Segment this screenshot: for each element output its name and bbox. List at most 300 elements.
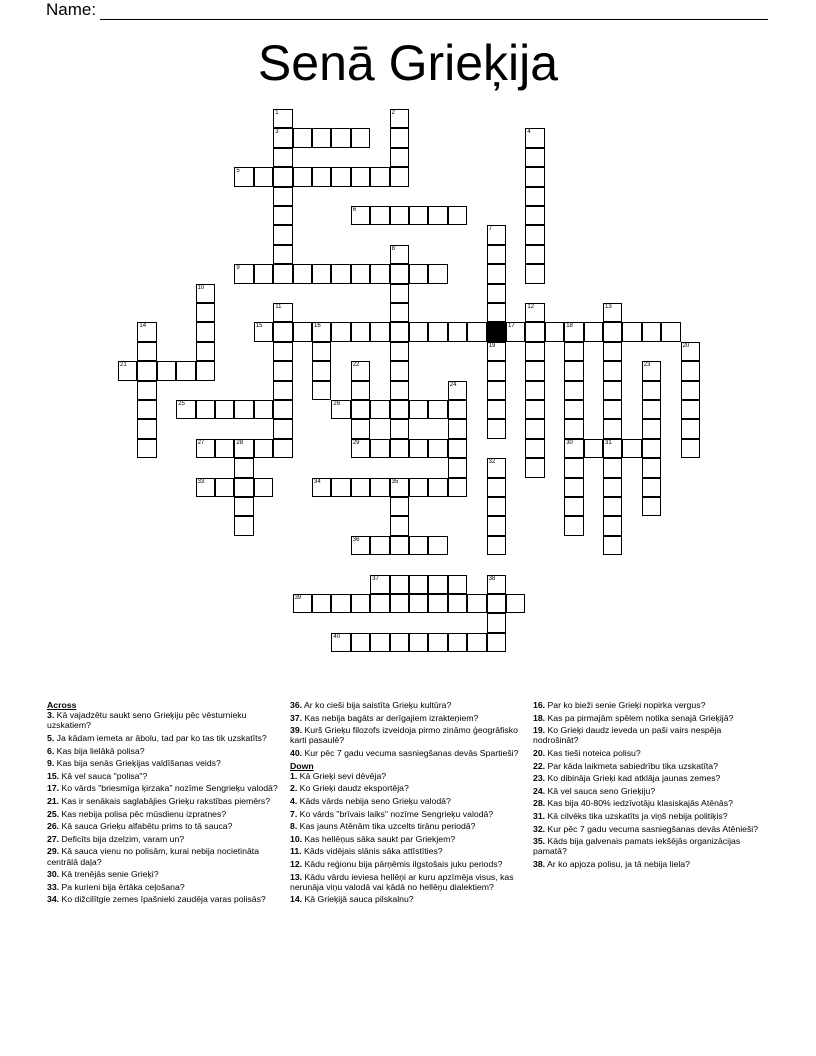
grid-cell[interactable] bbox=[390, 361, 409, 380]
clue-number: 39 bbox=[294, 595, 302, 601]
clue-item-number: 28. bbox=[533, 798, 546, 809]
grid-cell[interactable] bbox=[312, 128, 331, 147]
grid-cell[interactable] bbox=[390, 497, 409, 516]
clue-item-text: Kurš Grieķu filozofs izveidoja pirmo zināmo ģeogrāfisko karti pasaulē? bbox=[290, 725, 518, 746]
grid-cell[interactable] bbox=[331, 322, 350, 341]
clue-item-text: Kāds bija galvenais pamats iekšējās organizācijas pamatā? bbox=[533, 836, 741, 857]
grid-cell[interactable] bbox=[370, 264, 389, 283]
grid-cell[interactable] bbox=[564, 478, 583, 497]
grid-cell[interactable] bbox=[409, 264, 428, 283]
grid-cell[interactable] bbox=[390, 439, 409, 458]
grid-cell[interactable] bbox=[390, 264, 409, 283]
grid-cell[interactable] bbox=[525, 303, 544, 322]
grid-cell[interactable] bbox=[351, 419, 370, 438]
grid-cell[interactable] bbox=[564, 419, 583, 438]
grid-cell[interactable] bbox=[564, 361, 583, 380]
grid-cell[interactable] bbox=[351, 633, 370, 652]
grid-cell[interactable] bbox=[390, 167, 409, 186]
grid-cell[interactable] bbox=[273, 109, 292, 128]
grid-cell[interactable] bbox=[448, 478, 467, 497]
grid-cell[interactable] bbox=[681, 381, 700, 400]
grid-cell[interactable] bbox=[254, 478, 273, 497]
grid-cell[interactable] bbox=[487, 264, 506, 283]
clue-number: 31 bbox=[605, 439, 612, 446]
grid-cell[interactable] bbox=[215, 439, 234, 458]
clue-item-text: Deficīts bija dzelzim, varam un? bbox=[61, 833, 185, 844]
grid-cell[interactable] bbox=[137, 342, 156, 361]
grid-cell[interactable] bbox=[234, 478, 253, 497]
grid-cell[interactable] bbox=[312, 322, 331, 341]
grid-cell[interactable] bbox=[409, 400, 428, 419]
grid-cell[interactable] bbox=[661, 322, 680, 341]
clue-item-number: 25. bbox=[47, 808, 60, 819]
grid-cell[interactable] bbox=[428, 536, 447, 555]
grid-cell[interactable] bbox=[370, 400, 389, 419]
grid-cell[interactable] bbox=[176, 400, 195, 419]
grid-cell[interactable] bbox=[525, 381, 544, 400]
clue-number: 33 bbox=[197, 478, 205, 485]
grid-cell[interactable] bbox=[273, 225, 292, 244]
grid-cell[interactable] bbox=[273, 187, 292, 206]
grid-cell[interactable] bbox=[681, 361, 700, 380]
grid-cell[interactable] bbox=[176, 361, 195, 380]
grid-cell[interactable] bbox=[390, 400, 409, 419]
clue-item bbox=[47, 869, 282, 879]
grid-cell[interactable] bbox=[564, 342, 583, 361]
clue-item-number: 17. bbox=[47, 783, 60, 794]
grid-cell[interactable] bbox=[642, 497, 661, 516]
clue-number: 22 bbox=[352, 362, 360, 369]
grid-cell[interactable] bbox=[390, 478, 409, 497]
grid-cell[interactable] bbox=[603, 322, 622, 341]
grid-cell[interactable] bbox=[273, 264, 292, 283]
clue-item-number: 19. bbox=[533, 725, 546, 736]
clues-column-1 bbox=[47, 700, 282, 907]
grid-cell[interactable] bbox=[196, 322, 215, 341]
clue-item bbox=[47, 710, 282, 730]
grid-cell[interactable] bbox=[215, 400, 234, 419]
grid-cell[interactable] bbox=[312, 478, 331, 497]
grid-cell[interactable] bbox=[428, 594, 447, 613]
grid-cell[interactable] bbox=[157, 361, 176, 380]
grid-cell[interactable] bbox=[487, 613, 506, 632]
grid-cell[interactable] bbox=[293, 322, 312, 341]
grid-cell[interactable] bbox=[681, 439, 700, 458]
grid-cell[interactable] bbox=[603, 458, 622, 477]
clue-item bbox=[533, 798, 768, 808]
grid-cell[interactable] bbox=[487, 342, 506, 361]
clue-number: 18 bbox=[566, 323, 573, 330]
grid-cell[interactable] bbox=[428, 264, 447, 283]
clue-item bbox=[47, 894, 282, 904]
grid-cell[interactable] bbox=[642, 381, 661, 400]
clue-item-text: Kas jauns Atēnām tika uzcelts tirānu periodā? bbox=[299, 821, 476, 832]
grid-cell[interactable] bbox=[254, 439, 273, 458]
grid-cell[interactable] bbox=[351, 361, 370, 380]
grid-cell[interactable] bbox=[273, 381, 292, 400]
grid-cell[interactable] bbox=[428, 633, 447, 652]
grid-cell[interactable] bbox=[603, 303, 622, 322]
grid-cell[interactable] bbox=[293, 128, 312, 147]
grid-cell[interactable] bbox=[487, 361, 506, 380]
grid-cell[interactable] bbox=[312, 594, 331, 613]
grid-cell[interactable] bbox=[273, 128, 292, 147]
grid-cell[interactable] bbox=[390, 109, 409, 128]
grid-cell[interactable] bbox=[351, 439, 370, 458]
grid-cell[interactable] bbox=[409, 594, 428, 613]
grid-cell[interactable] bbox=[525, 439, 544, 458]
clue-item-text: Kas bija senās Grieķijas valdīšanas veids? bbox=[56, 758, 221, 769]
grid-cell[interactable] bbox=[525, 400, 544, 419]
grid-cell[interactable] bbox=[525, 167, 544, 186]
grid-cell[interactable] bbox=[351, 264, 370, 283]
grid-cell[interactable] bbox=[370, 575, 389, 594]
grid-cell[interactable] bbox=[196, 361, 215, 380]
grid-cell[interactable] bbox=[370, 167, 389, 186]
grid-cell[interactable] bbox=[467, 594, 486, 613]
grid-cell[interactable] bbox=[234, 458, 253, 477]
grid-cell[interactable] bbox=[196, 439, 215, 458]
grid-cell[interactable] bbox=[351, 381, 370, 400]
name-label: Name: bbox=[46, 0, 97, 19]
grid-cell[interactable] bbox=[622, 439, 641, 458]
grid-cell[interactable] bbox=[428, 478, 447, 497]
clue-item bbox=[290, 748, 525, 758]
grid-cell[interactable] bbox=[351, 536, 370, 555]
grid-cell[interactable] bbox=[525, 245, 544, 264]
grid-cell[interactable] bbox=[312, 381, 331, 400]
grid-cell[interactable] bbox=[525, 322, 544, 341]
grid-cell[interactable] bbox=[390, 128, 409, 147]
grid-cell[interactable] bbox=[351, 206, 370, 225]
grid-cell[interactable] bbox=[603, 536, 622, 555]
grid-cell[interactable] bbox=[331, 264, 350, 283]
grid-cell[interactable] bbox=[312, 167, 331, 186]
grid-cell[interactable] bbox=[428, 400, 447, 419]
grid-cell[interactable] bbox=[390, 322, 409, 341]
grid-cell[interactable] bbox=[448, 322, 467, 341]
grid-cell[interactable] bbox=[487, 575, 506, 594]
grid-cell[interactable] bbox=[409, 536, 428, 555]
grid-cell[interactable] bbox=[409, 439, 428, 458]
grid-cell[interactable] bbox=[351, 167, 370, 186]
grid-cell[interactable] bbox=[273, 342, 292, 361]
grid-cell[interactable] bbox=[487, 458, 506, 477]
clue-item-number: 29. bbox=[47, 846, 60, 857]
grid-cell[interactable] bbox=[448, 575, 467, 594]
grid-cell[interactable] bbox=[351, 594, 370, 613]
grid-cell[interactable] bbox=[215, 478, 234, 497]
grid-cell[interactable] bbox=[293, 264, 312, 283]
grid-cell[interactable] bbox=[467, 633, 486, 652]
clue-item-text: Kur pēc 7 gadu vecuma sasniegšanas devās Atēnieši? bbox=[547, 823, 759, 834]
grid-cell[interactable] bbox=[487, 594, 506, 613]
grid-cell[interactable] bbox=[273, 439, 292, 458]
clue-item bbox=[533, 811, 768, 821]
grid-cell[interactable] bbox=[312, 361, 331, 380]
grid-cell[interactable] bbox=[428, 206, 447, 225]
clue-item-number: 13. bbox=[290, 871, 303, 882]
grid-cell[interactable] bbox=[137, 361, 156, 380]
grid-cell[interactable] bbox=[273, 206, 292, 225]
grid-cell[interactable] bbox=[390, 381, 409, 400]
clue-item bbox=[47, 809, 282, 819]
grid-cell[interactable] bbox=[584, 439, 603, 458]
grid-cell[interactable] bbox=[273, 419, 292, 438]
grid-cell[interactable] bbox=[487, 225, 506, 244]
grid-cell[interactable] bbox=[642, 478, 661, 497]
clue-item-number: 10. bbox=[290, 833, 303, 844]
grid-cell[interactable] bbox=[603, 342, 622, 361]
clue-number: 21 bbox=[120, 362, 127, 369]
grid-cell[interactable] bbox=[603, 478, 622, 497]
grid-cell[interactable] bbox=[448, 419, 467, 438]
clue-item-text: Par ko bieži senie Grieķi nopirka vergus? bbox=[547, 700, 706, 710]
grid-cell[interactable] bbox=[234, 516, 253, 535]
grid-cell[interactable] bbox=[273, 245, 292, 264]
grid-cell[interactable] bbox=[603, 516, 622, 535]
clue-item-text: Kā vajadzētu saukt seno Grieķiju pēc vēsturnieku uzskatiem? bbox=[47, 710, 247, 731]
grid-cell[interactable] bbox=[137, 322, 156, 341]
grid-cell[interactable] bbox=[448, 458, 467, 477]
grid-cell[interactable] bbox=[564, 516, 583, 535]
grid-cell[interactable] bbox=[603, 419, 622, 438]
grid-cell[interactable] bbox=[603, 439, 622, 458]
grid-cell[interactable] bbox=[409, 633, 428, 652]
grid-cell[interactable] bbox=[603, 497, 622, 516]
clue-number: 8 bbox=[391, 245, 395, 252]
grid-cell[interactable] bbox=[390, 303, 409, 322]
grid-cell[interactable] bbox=[525, 148, 544, 167]
grid-cell[interactable] bbox=[448, 400, 467, 419]
grid-cell[interactable] bbox=[525, 264, 544, 283]
grid-cell[interactable] bbox=[273, 322, 292, 341]
clue-item bbox=[47, 733, 282, 743]
grid-cell[interactable] bbox=[370, 633, 389, 652]
grid-cell[interactable] bbox=[293, 594, 312, 613]
grid-cell[interactable] bbox=[487, 381, 506, 400]
grid-cell[interactable] bbox=[312, 342, 331, 361]
grid-cell[interactable] bbox=[370, 439, 389, 458]
grid-cell[interactable] bbox=[487, 400, 506, 419]
grid-cell[interactable] bbox=[525, 206, 544, 225]
grid-cell[interactable] bbox=[564, 400, 583, 419]
grid-cell[interactable] bbox=[428, 439, 447, 458]
clue-item bbox=[290, 713, 525, 723]
clue-item bbox=[290, 796, 525, 806]
grid-cell[interactable] bbox=[448, 594, 467, 613]
grid-cell[interactable] bbox=[254, 400, 273, 419]
grid-cell[interactable] bbox=[428, 322, 447, 341]
clue-item-number: 36. bbox=[290, 700, 303, 710]
clue-item bbox=[290, 872, 525, 892]
grid-cell[interactable] bbox=[331, 594, 350, 613]
grid-cell[interactable] bbox=[137, 381, 156, 400]
grid-cell[interactable] bbox=[196, 303, 215, 322]
grid-cell[interactable] bbox=[448, 633, 467, 652]
grid-cell[interactable] bbox=[487, 284, 506, 303]
grid-cell[interactable] bbox=[487, 633, 506, 652]
grid-cell[interactable] bbox=[331, 400, 350, 419]
grid-cell[interactable] bbox=[234, 167, 253, 186]
grid-cell[interactable] bbox=[525, 187, 544, 206]
grid-cell[interactable] bbox=[370, 594, 389, 613]
grid-cell[interactable] bbox=[370, 536, 389, 555]
grid-cell[interactable] bbox=[525, 128, 544, 147]
grid-cell[interactable] bbox=[254, 167, 273, 186]
grid-cell[interactable] bbox=[118, 361, 137, 380]
grid-cell[interactable] bbox=[390, 516, 409, 535]
clue-number: 6 bbox=[352, 207, 357, 213]
clues-column-3 bbox=[533, 700, 768, 872]
grid-cell[interactable] bbox=[506, 594, 525, 613]
grid-cell[interactable] bbox=[390, 245, 409, 264]
grid-cell[interactable] bbox=[681, 419, 700, 438]
grid-cell[interactable] bbox=[196, 400, 215, 419]
grid-cell[interactable] bbox=[506, 322, 525, 341]
clue-item-text: Kas pa pirmajām spēlem notika senajā Grieķijā? bbox=[547, 712, 734, 723]
grid-cell[interactable] bbox=[196, 478, 215, 497]
grid-cell[interactable] bbox=[351, 128, 370, 147]
grid-cell[interactable] bbox=[487, 478, 506, 497]
grid-cell[interactable] bbox=[603, 400, 622, 419]
grid-cell[interactable] bbox=[487, 419, 506, 438]
clue-item bbox=[533, 824, 768, 834]
grid-cell[interactable] bbox=[642, 439, 661, 458]
grid-cell[interactable] bbox=[390, 633, 409, 652]
clue-item-text: Kas hellēņus sāka saukt par Griekjem? bbox=[304, 833, 456, 844]
grid-cell[interactable] bbox=[234, 497, 253, 516]
grid-cell[interactable] bbox=[331, 478, 350, 497]
grid-cell[interactable] bbox=[351, 478, 370, 497]
grid-cell[interactable] bbox=[409, 322, 428, 341]
grid-cell[interactable] bbox=[525, 342, 544, 361]
grid-cell[interactable] bbox=[487, 497, 506, 516]
clue-item bbox=[290, 821, 525, 831]
grid-cell[interactable] bbox=[331, 167, 350, 186]
grid-cell[interactable] bbox=[254, 322, 273, 341]
grid-cell[interactable] bbox=[351, 400, 370, 419]
grid-cell[interactable] bbox=[487, 303, 506, 322]
clue-item-number: 16. bbox=[533, 700, 546, 710]
clue-item-number: 31. bbox=[533, 810, 546, 821]
grid-cell[interactable] bbox=[351, 322, 370, 341]
grid-cell[interactable] bbox=[525, 361, 544, 380]
clue-item bbox=[533, 725, 768, 745]
grid-cell[interactable] bbox=[137, 400, 156, 419]
grid-cell[interactable] bbox=[331, 633, 350, 652]
clue-item-text: Ko Grieķi daudz eksportēja? bbox=[299, 783, 409, 794]
grid-cell[interactable] bbox=[370, 322, 389, 341]
grid-cell[interactable] bbox=[196, 342, 215, 361]
clue-item bbox=[47, 746, 282, 756]
grid-cell[interactable] bbox=[273, 303, 292, 322]
grid-cell[interactable] bbox=[564, 458, 583, 477]
grid-cell[interactable] bbox=[681, 342, 700, 361]
grid-cell[interactable] bbox=[487, 516, 506, 535]
clue-number: 7 bbox=[488, 226, 492, 233]
grid-cell[interactable] bbox=[642, 400, 661, 419]
grid-cell[interactable] bbox=[137, 439, 156, 458]
grid-cell[interactable] bbox=[331, 128, 350, 147]
clue-item-text: Ko dižcilītgie zemes īpašnieki zaudēja varas polisās? bbox=[61, 894, 266, 905]
grid-cell[interactable] bbox=[390, 148, 409, 167]
grid-cell[interactable] bbox=[409, 206, 428, 225]
grid-cell[interactable] bbox=[545, 322, 564, 341]
grid-cell[interactable] bbox=[234, 400, 253, 419]
grid-cell[interactable] bbox=[273, 148, 292, 167]
grid-cell[interactable] bbox=[234, 264, 253, 283]
grid-cell[interactable] bbox=[390, 342, 409, 361]
clue-number: 9 bbox=[236, 265, 240, 272]
grid-cell[interactable] bbox=[390, 575, 409, 594]
grid-cell[interactable] bbox=[254, 264, 273, 283]
grid-cell[interactable] bbox=[448, 381, 467, 400]
grid-cell[interactable] bbox=[390, 284, 409, 303]
grid-cell[interactable] bbox=[603, 361, 622, 380]
grid-cell[interactable] bbox=[390, 594, 409, 613]
grid-cell[interactable] bbox=[370, 478, 389, 497]
grid-cell[interactable] bbox=[584, 322, 603, 341]
grid-cell[interactable] bbox=[564, 439, 583, 458]
grid-block bbox=[487, 322, 506, 341]
clue-item-text: Kā Grieķijā sauca pilskalnu? bbox=[304, 894, 414, 905]
clue-item bbox=[290, 700, 525, 710]
grid-cell[interactable] bbox=[390, 206, 409, 225]
grid-cell[interactable] bbox=[564, 381, 583, 400]
grid-cell[interactable] bbox=[642, 419, 661, 438]
clue-item bbox=[290, 859, 525, 869]
grid-cell[interactable] bbox=[642, 361, 661, 380]
grid-cell[interactable] bbox=[390, 419, 409, 438]
grid-cell[interactable] bbox=[487, 536, 506, 555]
grid-cell[interactable] bbox=[137, 419, 156, 438]
grid-cell[interactable] bbox=[525, 458, 544, 477]
grid-cell[interactable] bbox=[487, 245, 506, 264]
grid-cell[interactable] bbox=[370, 206, 389, 225]
grid-cell[interactable] bbox=[564, 322, 583, 341]
grid-cell[interactable] bbox=[642, 458, 661, 477]
grid-cell[interactable] bbox=[642, 322, 661, 341]
grid-cell[interactable] bbox=[525, 419, 544, 438]
grid-cell[interactable] bbox=[681, 400, 700, 419]
grid-cell[interactable] bbox=[273, 167, 292, 186]
grid-cell[interactable] bbox=[273, 361, 292, 380]
grid-cell[interactable] bbox=[428, 575, 447, 594]
grid-cell[interactable] bbox=[448, 206, 467, 225]
grid-cell[interactable] bbox=[312, 264, 331, 283]
grid-cell[interactable] bbox=[622, 322, 641, 341]
grid-cell[interactable] bbox=[293, 167, 312, 186]
grid-cell[interactable] bbox=[390, 536, 409, 555]
grid-cell[interactable] bbox=[273, 400, 292, 419]
clue-item bbox=[533, 713, 768, 723]
grid-cell[interactable] bbox=[525, 225, 544, 244]
grid-cell[interactable] bbox=[196, 284, 215, 303]
clue-item-number: 26. bbox=[47, 821, 60, 832]
clue-item-number: 32. bbox=[533, 823, 546, 834]
grid-cell[interactable] bbox=[234, 439, 253, 458]
grid-cell[interactable] bbox=[564, 497, 583, 516]
grid-cell[interactable] bbox=[448, 439, 467, 458]
grid-cell[interactable] bbox=[467, 322, 486, 341]
grid-cell[interactable] bbox=[603, 381, 622, 400]
clue-item bbox=[533, 761, 768, 771]
clue-item-text: Kur pēc 7 gadu vecuma sasniegšanas devās Spartieši? bbox=[304, 747, 519, 758]
grid-cell[interactable] bbox=[409, 478, 428, 497]
clue-item-text: Kādu reģionu bija pārņēmis ilgstošais juku periods? bbox=[304, 858, 503, 869]
grid-cell[interactable] bbox=[409, 575, 428, 594]
